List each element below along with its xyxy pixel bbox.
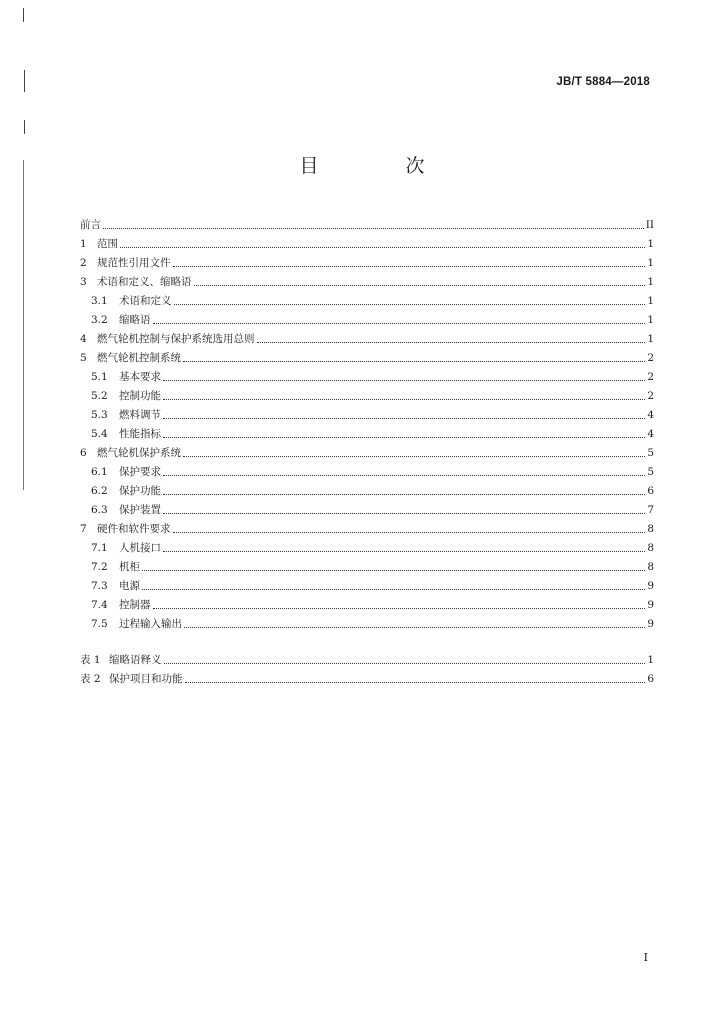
toc-entry-label: 控制功能 bbox=[119, 390, 161, 402]
toc-entry[interactable] bbox=[80, 459, 654, 478]
scan-mark bbox=[23, 8, 24, 22]
toc-entry-label: 缩略语释义 bbox=[109, 654, 162, 666]
toc-entry-number: 7 bbox=[80, 523, 87, 535]
toc-entry-label: 燃气轮机控制与保护系统选用总则 bbox=[97, 333, 255, 345]
toc-entry-label: 保护装置 bbox=[119, 504, 161, 516]
toc-entry-label: 术语和定义 bbox=[119, 295, 172, 307]
toc-entry-page: 7 bbox=[647, 504, 654, 516]
page-number: I bbox=[643, 951, 648, 964]
dot-leader bbox=[173, 266, 646, 267]
page-title: 目 次 bbox=[299, 155, 459, 177]
scan-mark bbox=[24, 70, 25, 92]
toc-entry[interactable] bbox=[80, 231, 654, 250]
toc-entry-label: 术语和定义、缩略语 bbox=[97, 276, 192, 288]
toc-entry[interactable] bbox=[80, 364, 654, 383]
toc-entry-number: 6 bbox=[80, 447, 87, 459]
toc-entry-page: 1 bbox=[647, 654, 654, 666]
dot-leader bbox=[163, 418, 645, 419]
dot-leader bbox=[163, 551, 645, 552]
toc-entry-page: 1 bbox=[647, 276, 654, 288]
toc-entry-label: 范围 bbox=[97, 238, 118, 250]
toc-entry[interactable] bbox=[80, 250, 654, 269]
toc-entry-page: 5 bbox=[647, 447, 654, 459]
toc-entry-label: 基本要求 bbox=[119, 371, 161, 383]
toc-entry-number: 7.4 bbox=[91, 599, 108, 611]
toc-entry-number: 6.3 bbox=[91, 504, 108, 516]
dot-leader bbox=[163, 513, 645, 514]
toc-entry-number: 3.1 bbox=[91, 295, 108, 307]
toc-entry-number: 5 bbox=[80, 352, 87, 364]
toc-entry[interactable] bbox=[80, 288, 654, 307]
toc-entry-label: 硬件和软件要求 bbox=[97, 523, 171, 535]
toc-entry-label: 机柜 bbox=[119, 561, 140, 573]
dot-leader bbox=[153, 323, 646, 324]
toc-entry-number: 5.4 bbox=[91, 428, 108, 440]
dot-leader bbox=[142, 589, 645, 590]
toc-entry-number: 1 bbox=[80, 238, 87, 250]
dot-leader bbox=[174, 304, 646, 305]
dot-leader bbox=[173, 532, 646, 533]
dot-leader bbox=[163, 399, 645, 400]
toc-entry-page: 2 bbox=[647, 371, 654, 383]
toc-entry-number: 表 1 bbox=[80, 654, 101, 666]
toc-entry-page: 4 bbox=[647, 409, 654, 421]
toc-entry-label: 过程输入输出 bbox=[119, 618, 182, 630]
toc-entry-number: 7.5 bbox=[91, 618, 108, 630]
toc-entry-number: 7.3 bbox=[91, 580, 108, 592]
toc-entry[interactable] bbox=[80, 326, 654, 345]
toc-entry-page: 8 bbox=[647, 523, 654, 535]
toc-entry-page: 1 bbox=[647, 238, 654, 250]
toc-entry-label: 电源 bbox=[119, 580, 140, 592]
toc-entry-label: 缩略语 bbox=[119, 314, 151, 326]
toc-entry-page: 2 bbox=[647, 352, 654, 364]
toc-entry[interactable] bbox=[80, 421, 654, 440]
toc-entry-page: 8 bbox=[647, 561, 654, 573]
toc-entry-page: 2 bbox=[647, 390, 654, 402]
toc-entry[interactable] bbox=[80, 440, 654, 459]
toc-entry-page: 1 bbox=[647, 257, 654, 269]
toc-entry-number: 5.3 bbox=[91, 409, 108, 421]
toc-entry[interactable] bbox=[80, 478, 654, 497]
dot-leader bbox=[184, 627, 645, 628]
toc-entry[interactable] bbox=[80, 647, 654, 666]
scan-mark bbox=[23, 160, 24, 490]
toc-entry[interactable] bbox=[80, 497, 654, 516]
toc-entry[interactable] bbox=[80, 666, 654, 685]
toc-entry-label: 燃气轮机控制系统 bbox=[97, 352, 181, 364]
toc-spacer bbox=[80, 630, 654, 647]
toc-entry-label: 控制器 bbox=[119, 599, 151, 611]
dot-leader bbox=[153, 608, 646, 609]
toc-entry-page: 9 bbox=[647, 599, 654, 611]
toc-entry[interactable] bbox=[80, 345, 654, 364]
toc-entry-page: 1 bbox=[647, 333, 654, 345]
dot-leader bbox=[163, 494, 645, 495]
toc-entry[interactable] bbox=[80, 554, 654, 573]
toc-entry-page: 1 bbox=[647, 295, 654, 307]
toc-entry-label: 保护要求 bbox=[119, 466, 161, 478]
toc-entry-page: 9 bbox=[647, 618, 654, 630]
table-of-contents bbox=[80, 212, 654, 685]
toc-entry[interactable] bbox=[80, 402, 654, 421]
toc-entry[interactable] bbox=[80, 592, 654, 611]
toc-entry-number: 2 bbox=[80, 257, 87, 269]
toc-entry-page: 6 bbox=[647, 485, 654, 497]
toc-entry-page: 8 bbox=[647, 542, 654, 554]
dot-leader bbox=[142, 570, 645, 571]
toc-entry-number: 3.2 bbox=[91, 314, 108, 326]
toc-entry-number: 3 bbox=[80, 276, 87, 288]
toc-entry-page: 5 bbox=[647, 466, 654, 478]
dot-leader bbox=[120, 247, 645, 248]
toc-entry[interactable] bbox=[80, 212, 654, 231]
dot-leader bbox=[185, 682, 646, 683]
toc-entry-label: 燃气轮机保护系统 bbox=[97, 447, 181, 459]
toc-entry[interactable] bbox=[80, 535, 654, 554]
dot-leader bbox=[163, 380, 645, 381]
toc-entry-number: 4 bbox=[80, 333, 87, 345]
dot-leader bbox=[194, 285, 646, 286]
dot-leader bbox=[183, 456, 645, 457]
dot-leader bbox=[163, 437, 645, 438]
toc-entry-label: 性能指标 bbox=[119, 428, 161, 440]
dot-leader bbox=[257, 342, 646, 343]
dot-leader bbox=[164, 663, 646, 664]
toc-entry-number: 7.2 bbox=[91, 561, 108, 573]
toc-entry-page: 6 bbox=[647, 673, 654, 685]
toc-entry[interactable] bbox=[80, 307, 654, 326]
toc-entry-label: 人机接口 bbox=[119, 542, 161, 554]
toc-entry-label: 规范性引用文件 bbox=[97, 257, 171, 269]
toc-entry[interactable] bbox=[80, 573, 654, 592]
toc-entry-page: 1 bbox=[647, 314, 654, 326]
toc-entry-number: 5.1 bbox=[91, 371, 108, 383]
toc-entry[interactable] bbox=[80, 383, 654, 402]
toc-section-list bbox=[80, 212, 654, 630]
toc-entry-number: 6.1 bbox=[91, 466, 108, 478]
toc-entry-page: 9 bbox=[647, 580, 654, 592]
standard-code: JB/T 5884—2018 bbox=[556, 76, 650, 88]
toc-entry-number: 7.1 bbox=[91, 542, 108, 554]
toc-entry-number: 表 2 bbox=[80, 673, 101, 685]
dot-leader bbox=[163, 475, 645, 476]
toc-entry-number: 6.2 bbox=[91, 485, 108, 497]
toc-entry-label: 保护功能 bbox=[119, 485, 161, 497]
scan-mark bbox=[24, 120, 25, 134]
toc-entry-page: 4 bbox=[647, 428, 654, 440]
toc-entry-label: 前言 bbox=[80, 219, 101, 231]
toc-entry[interactable] bbox=[80, 611, 654, 630]
dot-leader bbox=[103, 228, 644, 229]
toc-entry-label: 燃料调节 bbox=[119, 409, 161, 421]
toc-entry[interactable] bbox=[80, 516, 654, 535]
toc-entry-number: 5.2 bbox=[91, 390, 108, 402]
toc-entry-label: 保护项目和功能 bbox=[109, 673, 183, 685]
toc-entry-page: II bbox=[645, 219, 654, 231]
dot-leader bbox=[183, 361, 645, 362]
toc-entry[interactable] bbox=[80, 269, 654, 288]
toc-table-list bbox=[80, 647, 654, 685]
